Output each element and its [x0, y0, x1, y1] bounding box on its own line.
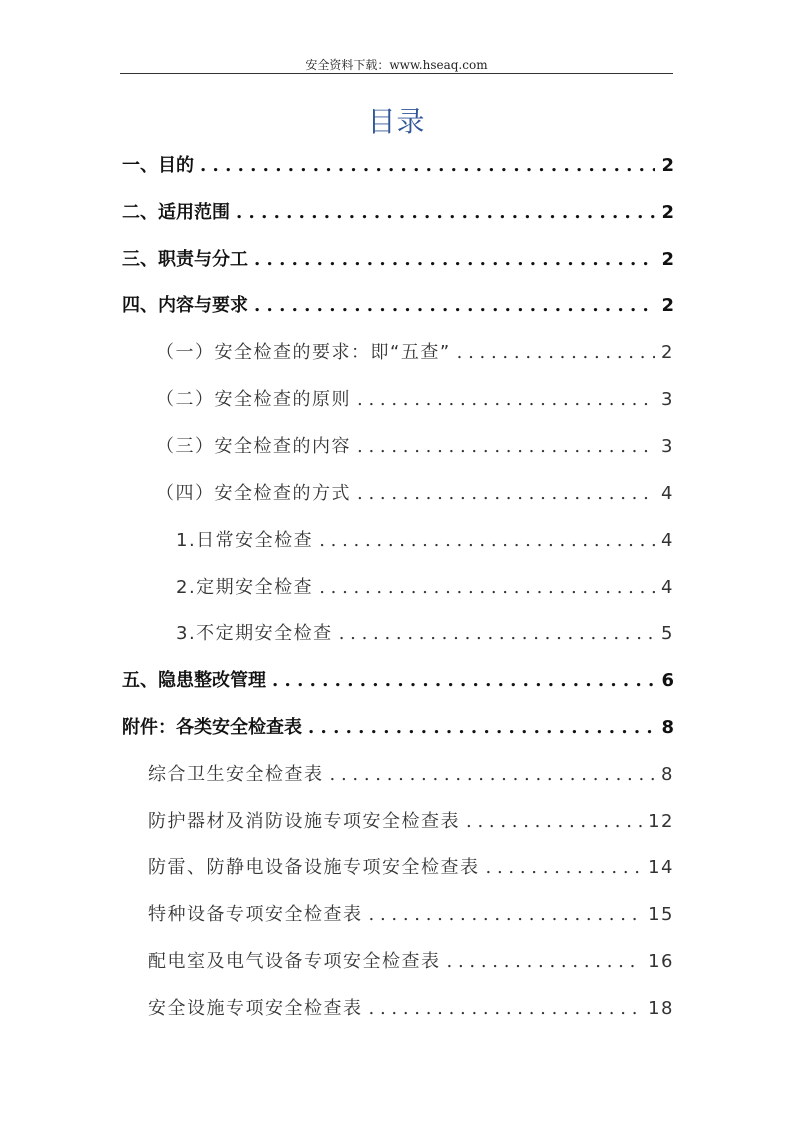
toc-entry-label: （一）安全检查的要求：即“五查” — [156, 342, 451, 363]
toc-entry-special-equipment-checklist[interactable] — [148, 902, 674, 928]
page-header: 安全资料下载：www.hseaq.com — [305, 58, 488, 72]
dot-leader — [369, 902, 643, 928]
toc-entry-inspection-methods[interactable] — [156, 481, 674, 507]
toc-entry-label: 一、目的 — [122, 155, 194, 176]
toc-page-number: 3 — [661, 436, 674, 457]
toc-entry-inspection-content[interactable] — [156, 434, 674, 460]
toc-page-number: 8 — [661, 717, 674, 738]
toc-entry-label: 附件：各类安全检查表 — [122, 717, 302, 738]
toc-page-number: 4 — [661, 483, 674, 504]
toc-entry-label: （三）安全检查的内容 — [156, 436, 351, 457]
toc-entry-label: 二、适用范围 — [122, 202, 230, 223]
toc-entry-label: （二）安全检查的原则 — [156, 389, 351, 410]
toc-entry-purpose[interactable] — [122, 153, 674, 179]
toc-entry-label: 3.不定期安全检查 — [176, 623, 333, 644]
toc-entry-inspection-requirements[interactable] — [156, 340, 674, 366]
toc-entry-label: 安全设施专项安全检查表 — [148, 998, 363, 1019]
dot-leader — [357, 481, 655, 507]
dot-leader — [319, 575, 655, 601]
dot-leader — [447, 949, 643, 975]
toc-entry-appendix[interactable] — [122, 715, 674, 741]
toc-entry-inspection-principles[interactable] — [156, 387, 674, 413]
toc-entry-safety-facilities-checklist[interactable] — [148, 996, 674, 1022]
toc-entry-label: 综合卫生安全检查表 — [148, 764, 324, 785]
dot-leader — [200, 153, 655, 179]
toc-entry-label: 配电室及电气设备专项安全检查表 — [148, 951, 441, 972]
toc-entry-label: 四、内容与要求 — [122, 295, 248, 316]
toc-entry-responsibilities[interactable] — [122, 247, 674, 273]
dot-leader — [466, 809, 642, 835]
toc-entry-label: 1.日常安全检查 — [176, 530, 314, 551]
toc-entry-label: 防雷、防静电设备设施专项安全检查表 — [148, 857, 480, 878]
toc-page-number: 4 — [661, 577, 674, 598]
toc-page-number: 15 — [648, 904, 674, 925]
dot-leader — [272, 668, 655, 694]
toc-entry-label: 防护器材及消防设施专项安全检查表 — [148, 811, 460, 832]
toc-entry-scope[interactable] — [122, 200, 674, 226]
dot-leader — [254, 247, 655, 273]
toc-page-number: 12 — [648, 811, 674, 832]
toc-page-number: 3 — [661, 389, 674, 410]
toc-page-number: 2 — [661, 295, 674, 316]
toc-entry-daily-inspection[interactable] — [176, 528, 674, 554]
toc-page-number: 4 — [661, 530, 674, 551]
dot-leader — [339, 621, 655, 647]
dot-leader — [236, 200, 655, 226]
dot-leader — [254, 293, 655, 319]
dot-leader — [357, 434, 655, 460]
toc-entry-hazard-rectification[interactable] — [122, 668, 674, 694]
toc-entry-label: 特种设备专项安全检查表 — [148, 904, 363, 925]
toc-entry-label: 三、职责与分工 — [122, 249, 248, 270]
toc-page-number: 16 — [648, 951, 674, 972]
dot-leader — [330, 762, 656, 788]
dot-leader — [486, 855, 643, 881]
toc-entry-label: 五、隐患整改管理 — [122, 670, 266, 691]
dot-leader — [357, 387, 655, 413]
toc-page-number: 18 — [648, 998, 674, 1019]
toc-page-number: 2 — [661, 155, 674, 176]
toc-page-number: 5 — [661, 623, 674, 644]
toc-entry-lightning-static-checklist[interactable] — [148, 855, 674, 881]
toc-entry-irregular-inspection[interactable] — [176, 621, 674, 647]
toc-page-number: 8 — [661, 764, 674, 785]
toc-page-number: 2 — [661, 342, 674, 363]
toc-page-number: 6 — [661, 670, 674, 691]
dot-leader — [369, 996, 643, 1022]
toc-entry-general-hygiene-checklist[interactable] — [148, 762, 674, 788]
toc-entry-electrical-room-checklist[interactable] — [148, 949, 674, 975]
dot-leader — [308, 715, 655, 741]
dot-leader — [319, 528, 655, 554]
toc-entry-label: 2.定期安全检查 — [176, 577, 314, 598]
toc-entry-content-requirements[interactable] — [122, 293, 674, 319]
toc-page-number: 14 — [648, 857, 674, 878]
toc-entry-label: （四）安全检查的方式 — [156, 483, 351, 504]
toc-entry-fire-protection-checklist[interactable] — [148, 809, 674, 835]
toc-page-number: 2 — [661, 249, 674, 270]
toc-title: 目录 — [367, 105, 426, 138]
toc-entry-periodic-inspection[interactable] — [176, 575, 674, 601]
dot-leader — [457, 340, 655, 366]
toc-page-number: 2 — [661, 202, 674, 223]
